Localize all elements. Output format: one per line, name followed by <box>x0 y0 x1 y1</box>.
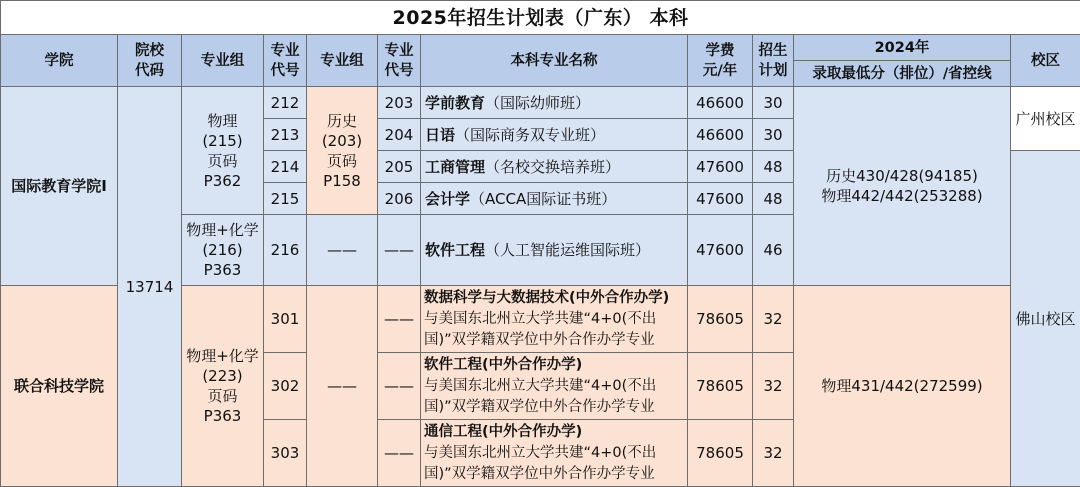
table-title: 2025年招生计划表（广东） 本科 <box>1 1 1080 35</box>
major-name: 会计学（ACCA国际证书班） <box>421 183 688 215</box>
major-name: 软件工程(中外合作办学) 与美国东北州立大学共建“4+0(不出 国)”双学籍双学位中外合作办学专业 <box>421 353 688 420</box>
school-code: 13714 <box>118 87 182 487</box>
header-fee: 学费 元/年 <box>688 35 753 87</box>
enrollment-plan: 30 <box>753 87 794 119</box>
header-plan: 招生 计划 <box>753 35 794 87</box>
tuition-fee: 47600 <box>688 183 753 215</box>
tuition-fee: 47600 <box>688 151 753 183</box>
major-code: 212 <box>264 87 307 119</box>
tuition-fee: 78605 <box>688 286 753 353</box>
group-203: 历史 (203) 页码 P158 <box>307 87 378 215</box>
header-year-2024: 2024年 <box>794 35 1011 61</box>
tuition-fee: 46600 <box>688 87 753 119</box>
header-code-2: 专业 代号 <box>378 35 421 87</box>
major-code: 303 <box>264 420 307 487</box>
enrollment-plan: 48 <box>753 151 794 183</box>
header-school-code: 院校 代码 <box>118 35 182 87</box>
group-216: 物理+化学 (216) P363 <box>182 215 264 286</box>
dash: —— <box>307 215 378 286</box>
college-joint: 联合科技学院 <box>1 286 118 487</box>
campus-foshan: 佛山校区 <box>1011 151 1080 487</box>
header-group-1: 专业组 <box>182 35 264 87</box>
tuition-fee: 78605 <box>688 353 753 420</box>
major-code-alt: 204 <box>378 119 421 151</box>
header-code-1: 专业 代号 <box>264 35 307 87</box>
major-code: 214 <box>264 151 307 183</box>
major-name: 软件工程（人工智能运维国际班） <box>421 215 688 286</box>
dash: —— <box>378 286 421 353</box>
major-code-alt: 205 <box>378 151 421 183</box>
tuition-fee: 46600 <box>688 119 753 151</box>
dash: —— <box>307 286 378 487</box>
campus-guangzhou: 广州校区 <box>1011 87 1080 151</box>
tuition-fee: 78605 <box>688 420 753 487</box>
major-name: 通信工程(中外合作办学) 与美国东北州立大学共建“4+0(不出 国)”双学籍双学位中外合作办学专业 <box>421 420 688 487</box>
enrollment-plan: 48 <box>753 183 794 215</box>
dash: —— <box>378 420 421 487</box>
major-code-alt: 206 <box>378 183 421 215</box>
major-code: 302 <box>264 353 307 420</box>
header-college: 学院 <box>1 35 118 87</box>
major-name: 学前教育（国际幼师班） <box>421 87 688 119</box>
enrollment-plan: 32 <box>753 353 794 420</box>
enrollment-plan: 30 <box>753 119 794 151</box>
header-campus: 校区 <box>1011 35 1080 87</box>
major-name: 数据科学与大数据技术(中外合作办学) 与美国东北州立大学共建“4+0(不出 国)”双学籍双学位中外合作办学专业 <box>421 286 688 353</box>
group-223: 物理+化学 (223) 页码 P363 <box>182 286 264 487</box>
group-215: 物理 (215) 页码 P362 <box>182 87 264 215</box>
major-code: 215 <box>264 183 307 215</box>
min-score-intl: 历史430/428(94185) 物理442/442(253288) <box>794 87 1011 286</box>
college-intl: 国际教育学院Ⅰ <box>1 87 118 286</box>
header-min-score: 录取最低分（排位）/省控线 <box>794 61 1011 87</box>
header-major-name: 本科专业名称 <box>421 35 688 87</box>
tuition-fee: 47600 <box>688 215 753 286</box>
enrollment-plan: 32 <box>753 286 794 353</box>
dash: —— <box>378 353 421 420</box>
major-code: 216 <box>264 215 307 286</box>
enrollment-plan: 32 <box>753 420 794 487</box>
major-code: 213 <box>264 119 307 151</box>
enrollment-plan: 46 <box>753 215 794 286</box>
major-name: 工商管理（名校交换培养班） <box>421 151 688 183</box>
major-code: 301 <box>264 286 307 353</box>
major-name: 日语（国际商务双专业班） <box>421 119 688 151</box>
dash: —— <box>378 215 421 286</box>
header-group-2: 专业组 <box>307 35 378 87</box>
min-score-joint: 物理431/442(272599) <box>794 286 1011 487</box>
major-code-alt: 203 <box>378 87 421 119</box>
